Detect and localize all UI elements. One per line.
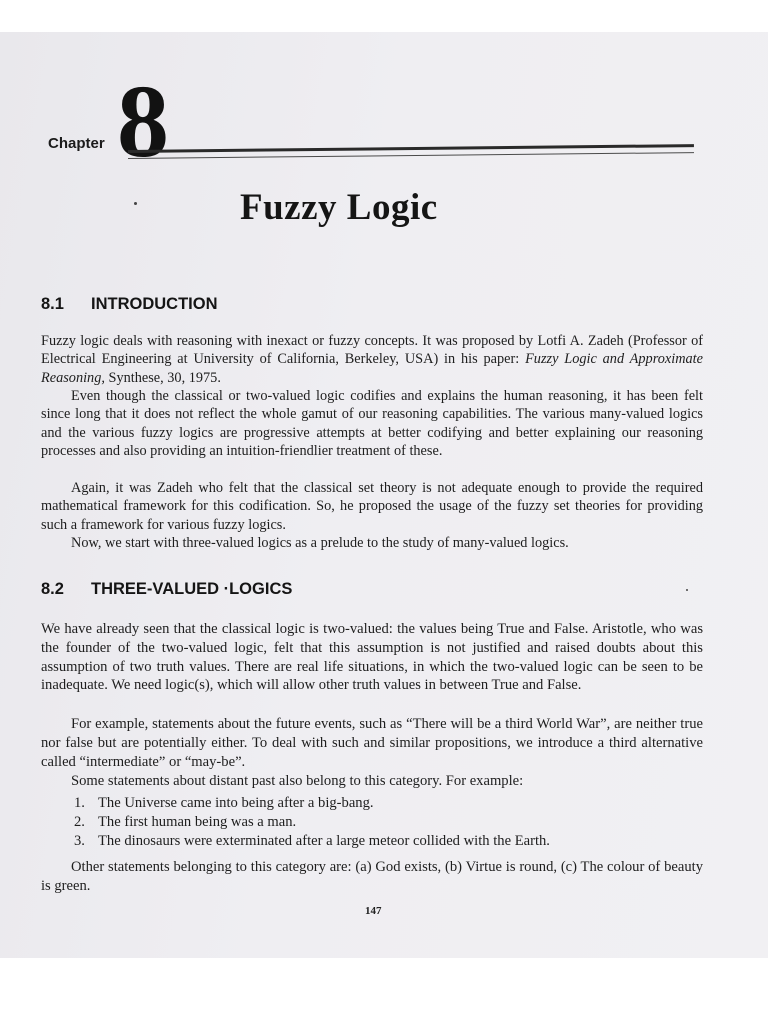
example-list — [74, 794, 550, 850]
section-heading-introduction — [41, 295, 218, 314]
list-item — [74, 813, 550, 832]
intro-paragraph-3: Again, it was Zadeh who felt that the classical set theory is not adequate enough to provide the required mathematical framework for this codification. So, he proposed the usage of the fuzzy set theories for providing such a framework for various fuzzy logics. — [41, 480, 703, 533]
book-page — [0, 32, 768, 958]
section-heading-three-valued-logics — [41, 580, 292, 599]
three-valued-paragraph-1: We have already seen that the classical logic is two-valued: the values being True and False. Aristotle, who was the founder of the two-valued logic, felt that this assumption is not justified and raised doubts about this assumption of two truth values. There are real life situations, in which the two-valued logic can be seen to be inadequate. We need logic(s), which will allow other truth values in between True and False. — [41, 621, 703, 694]
chapter-rule — [128, 144, 694, 159]
list-text: The dinosaurs were exterminated after a large meteor collided with the Earth. — [98, 832, 550, 849]
intro-text: Synthese, 30, 1975. — [104, 369, 221, 386]
intro-paragraph-4: Now, we start with three-valued logics as a prelude to the study of many-valued logics. — [71, 535, 569, 551]
paper-reference: Fuzzy Logic and Approximate Reasoning, — [41, 351, 703, 386]
three-valued-paragraph-2: For example, statements about the future events, such as “There will be a third World War”, are neither true nor false but are potentially either. To deal with such and similar propositions, we introduce a third alternative called “intermediate” or “may-be”. — [41, 716, 703, 770]
section-title: THREE-VALUED ·LOGICS — [91, 580, 293, 598]
chapter-title: Fuzzy Logic — [240, 187, 438, 228]
list-item — [74, 794, 550, 813]
list-number: 1. — [74, 795, 85, 811]
section-title: INTRODUCTION — [91, 295, 218, 313]
list-number: 3. — [74, 832, 85, 849]
list-text: The first human being was a man. — [98, 813, 297, 830]
three-valued-paragraph-4: Other statements belonging to this category are: (a) God exists, (b) Virtue is round, (c) The colour of beauty is green. — [41, 859, 703, 894]
print-speck — [134, 202, 137, 205]
print-speck — [686, 589, 688, 591]
intro-text: Fuzzy logic deals with reasoning with inexact or fuzzy concepts. It was proposed by Lotfi A. Zadeh (Professor of Electrical Engineering at University of California, Berkeley, USA) in his paper: — [41, 333, 703, 368]
intro-paragraph-1 — [41, 332, 703, 387]
list-number: 2. — [74, 813, 85, 830]
section-number: 8.1 — [41, 295, 64, 313]
three-valued-paragraph-3: Some statements about distant past also belong to this category. For example: — [71, 773, 524, 789]
section-number: 8.2 — [41, 580, 64, 598]
page-number: 147 — [365, 905, 382, 917]
list-text: The Universe came into being after a big-bang. — [98, 795, 374, 811]
intro-paragraph-2: Even though the classical or two-valued logic codifies and explains the human reasoning, it has been felt since long that it does not reflect the whole gamut of our reasoning capabilities. The various many-valued logics and the various fuzzy logics are progressive attempts at better codifying and better explaining our reasoning processes and also providing an intuition-friendlier treatment of these. — [41, 388, 703, 459]
chapter-number: 8 — [117, 64, 169, 179]
chapter-label: Chapter — [48, 135, 105, 152]
list-item — [74, 832, 550, 851]
